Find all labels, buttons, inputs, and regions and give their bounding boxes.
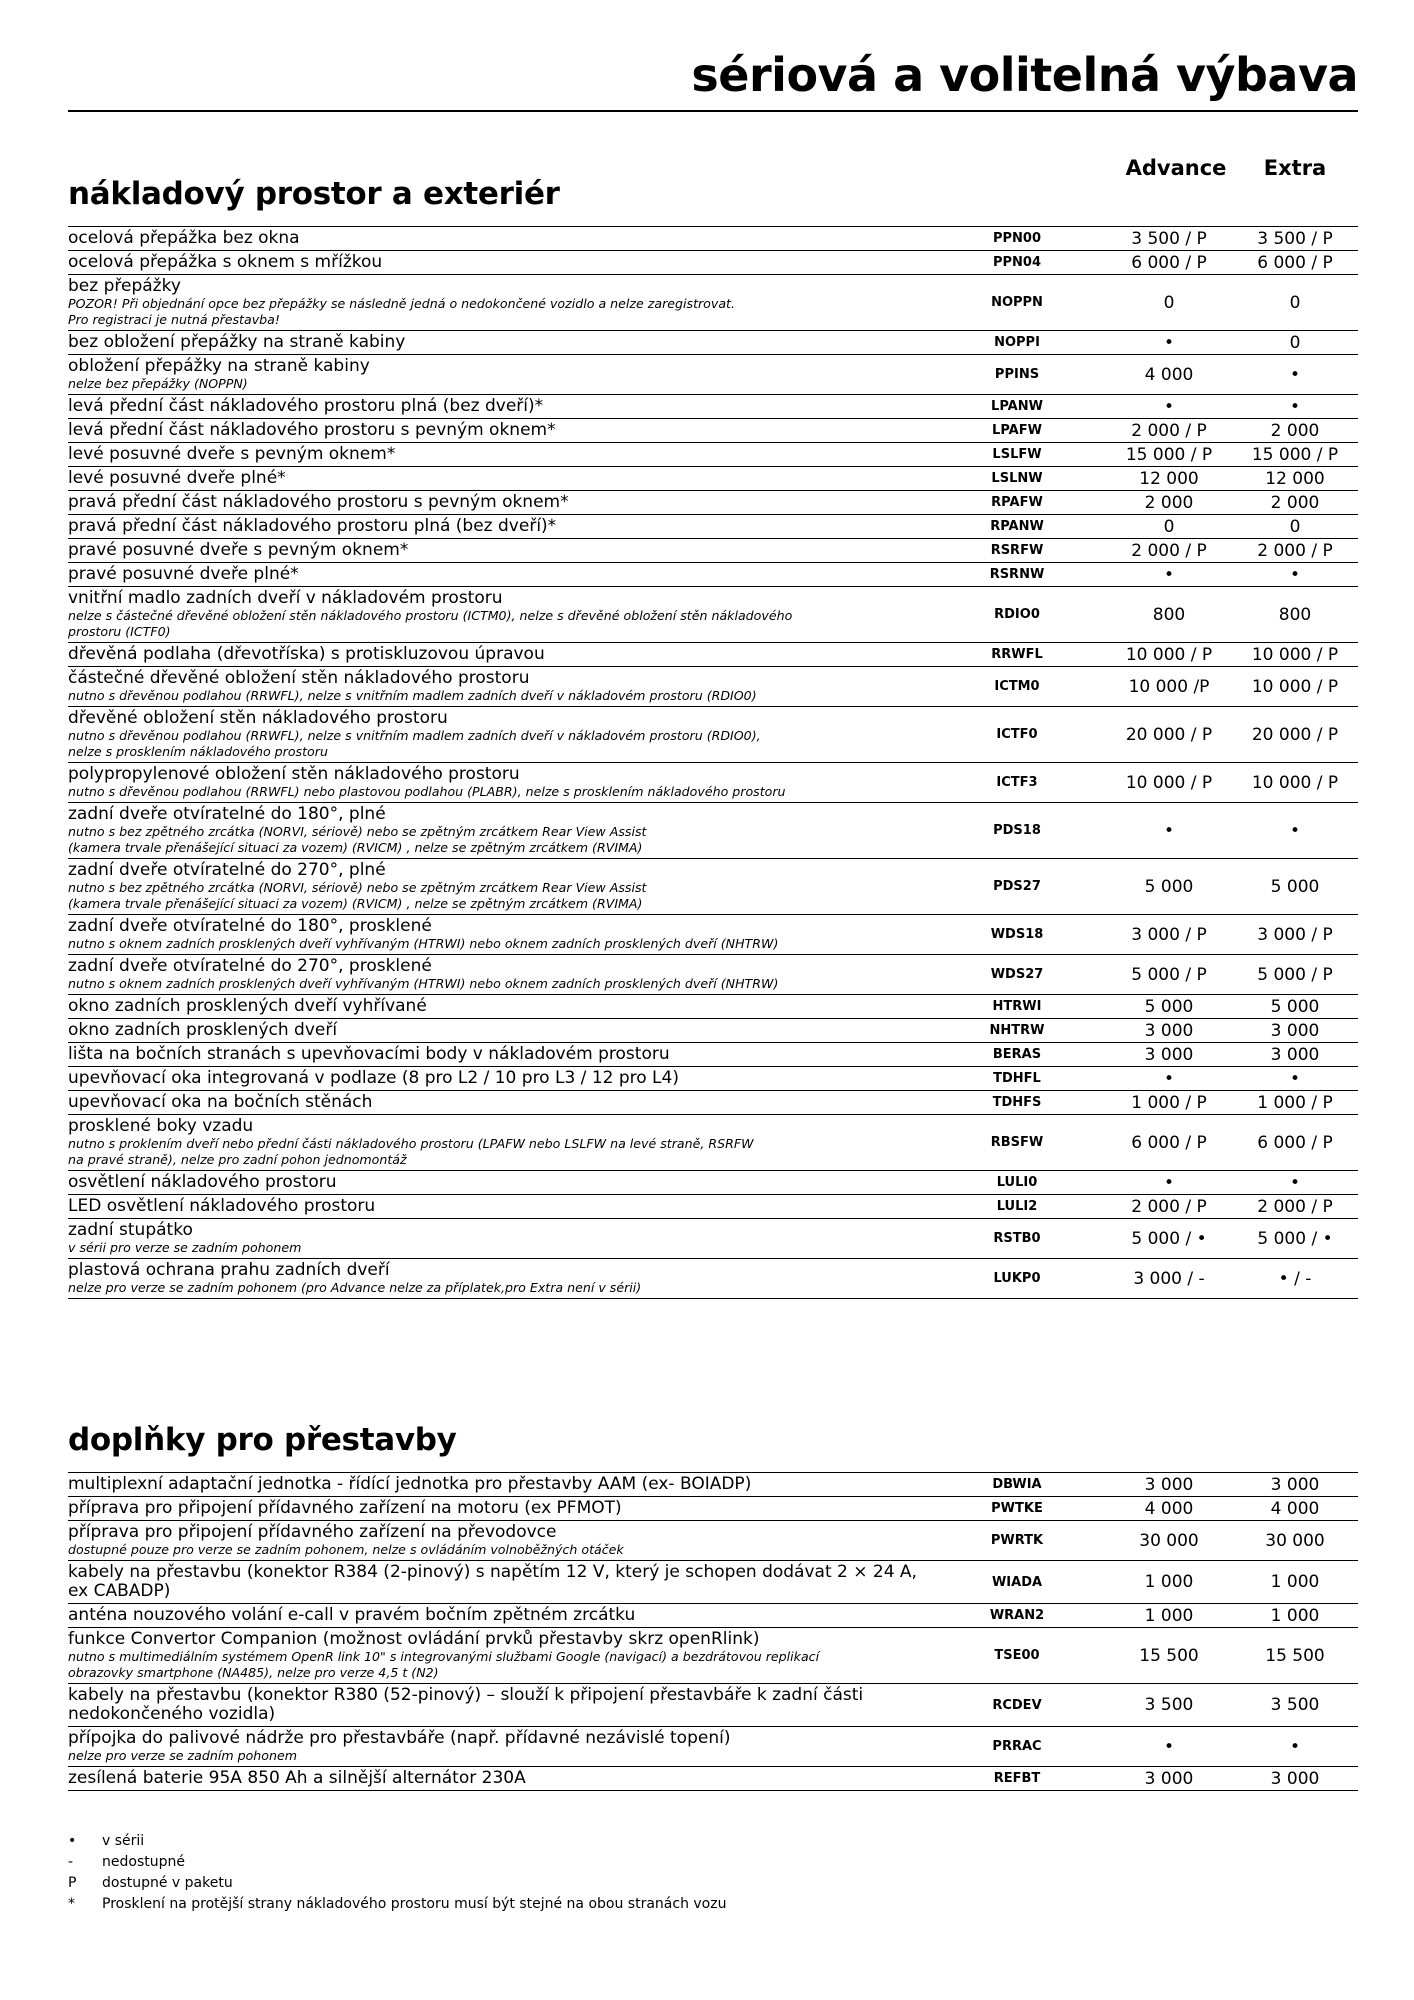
table-row [68,227,1358,251]
item-note: (kamera trvale přenášející situaci za vozem) (RVICM) , nelze se zpětným zrcátkem (RVIMA) [68,840,643,855]
table-row [68,1521,1358,1561]
table-row [68,1259,1358,1299]
price-extra: 10 000 / P [1251,676,1339,697]
price-advance: • [1163,332,1175,353]
option-code: RSRFW [990,543,1044,558]
table-row [68,1091,1358,1115]
section-heading-conversions: doplňky pro přestavby [68,1422,457,1458]
price-extra: 1 000 [1270,1572,1320,1592]
table-row [68,1019,1358,1043]
price-advance: 3 000 [1144,1044,1194,1065]
option-code: REFBT [993,1771,1041,1786]
item-label: příprava pro připojení přídavného zařízení na motoru (ex PFMOT) [68,1498,622,1518]
price-extra: • [1289,1736,1301,1757]
price-advance: 0 [1163,292,1175,313]
price-advance: 5 000 [1144,996,1194,1017]
item-description [68,995,928,1018]
item-description [68,419,928,442]
price-advance: 10 000 /P [1128,676,1210,697]
item-description [68,1171,928,1194]
option-code: LUKP0 [993,1271,1041,1286]
item-description [68,1195,928,1218]
table-row [68,1684,1358,1727]
item-note: obrazovky smartphone (NA485), nelze pro verze 4,5 t (N2) [68,1665,439,1680]
item-description [68,1091,928,1114]
option-code: LPAFW [992,423,1042,438]
price-advance: • [1163,1068,1175,1089]
option-code: BERAS [992,1047,1042,1062]
item-note: na pravé straně), nelze pro zadní pohon jednomontáž [68,1152,407,1167]
price-advance: 15 000 / P [1125,444,1213,465]
item-note: nutno s dřevěnou podlahou (RRWFL) nebo plastovou podlahou (PLABR), nelze s prosklením nákladového prostoru [68,784,786,799]
option-code: LULI0 [996,1175,1038,1190]
table-row [68,1561,1358,1604]
price-advance: 5 000 / • [1131,1228,1207,1249]
option-code: LSLNW [991,471,1043,486]
legend-symbol: P [68,1874,77,1891]
option-code: NOPPN [991,295,1043,310]
price-extra: 2 000 / P [1257,1196,1333,1217]
item-description [68,251,928,274]
item-description [68,1604,928,1627]
item-description [68,1561,928,1603]
option-code: RPANW [990,519,1044,534]
item-label: funkce Convertor Companion (možnost ovládání prvků přestavby skrz openRlink) [68,1629,760,1649]
price-extra: 6 000 / P [1257,1132,1333,1153]
item-label: osvětlení nákladového prostoru [68,1172,337,1192]
option-code: HTRWI [992,999,1042,1014]
table-row [68,1067,1358,1091]
option-code: WIADA [991,1574,1043,1590]
equipment-table-conversions [68,1472,1358,1791]
item-label: zesílená baterie 95A 850 Ah a silnější alternátor 230A [68,1768,526,1788]
price-extra: 2 000 [1270,420,1320,441]
table-row [68,995,1358,1019]
legend-item [68,1851,726,1872]
item-label: levá přední část nákladového prostoru s pevným oknem* [68,420,556,440]
item-description [68,1628,928,1683]
item-description [68,643,928,666]
item-description [68,275,928,330]
item-label: ocelová přepážka s oknem s mřížkou [68,252,383,272]
item-description [68,1067,928,1090]
item-label: obložení přepážky na straně kabiny [68,356,370,376]
legend-text: Prosklení na protější strany nákladového prostoru musí být stejné na obou stranách vozu [102,1895,727,1912]
price-extra: 1 000 / P [1257,1092,1333,1113]
price-extra: 4 000 [1270,1498,1320,1519]
option-code: ICTF0 [996,727,1038,742]
item-description [68,1259,928,1298]
table-row [68,443,1358,467]
item-label: plastová ochrana prahu zadních dveří [68,1260,390,1280]
table-row [68,419,1358,443]
price-extra: • [1289,396,1301,417]
item-description [68,539,928,562]
item-description [68,1473,928,1496]
legend-text: dostupné v paketu [102,1874,233,1891]
item-description [68,1727,928,1766]
item-description [68,587,928,642]
table-row [68,859,1358,915]
table-row [68,563,1358,587]
price-extra: 5 000 [1270,876,1320,897]
option-code: NHTRW [989,1023,1045,1038]
price-extra: 10 000 / P [1251,644,1339,665]
item-label: okno zadních prosklených dveří vyhřívané [68,996,427,1016]
table-row [68,1767,1358,1791]
table-row [68,803,1358,859]
table-row [68,915,1358,955]
item-label: okno zadních prosklených dveří [68,1020,338,1040]
option-code: ICTF3 [996,775,1038,790]
item-note: nutno s bez zpětného zrcátka (NORVI, sériově) nebo se zpětným zrcátkem Rear View Assist [68,824,647,839]
item-label: bez přepážky [68,276,181,296]
item-description [68,1115,928,1170]
option-code: WDS27 [990,967,1044,982]
item-description [68,515,928,538]
option-code: PPINS [994,367,1040,382]
price-advance: 15 500 [1139,1645,1199,1666]
item-label: upevňovací oka na bočních stěnách [68,1092,373,1112]
price-advance: 5 000 / P [1131,964,1207,985]
item-description [68,955,928,994]
item-description [68,443,928,466]
price-advance: 4 000 [1144,364,1194,385]
item-note: dostupné pouze pro verze se zadním pohonem, nelze s ovládáním volnoběžných otáček [68,1542,624,1557]
table-row [68,491,1358,515]
price-extra: • [1289,820,1301,841]
item-description [68,803,928,858]
item-description [68,395,928,418]
table-row [68,1115,1358,1171]
option-code: RRWFL [991,647,1043,662]
item-label-continued: ex CABADP) [68,1581,171,1601]
column-header-advance: Advance [1125,156,1227,180]
table-row [68,1604,1358,1628]
table-row [68,355,1358,395]
option-code: LPANW [991,399,1043,414]
price-advance: 3 500 [1144,1695,1194,1715]
price-advance: • [1163,396,1175,417]
option-code: RSTB0 [993,1231,1041,1246]
legend-item [68,1872,726,1893]
option-code: PDS18 [993,823,1041,838]
item-description [68,227,928,250]
item-note: nelze pro verze se zadním pohonem (pro Advance nelze za příplatek,pro Extra není v sérii) [68,1280,642,1295]
price-extra: 5 000 [1270,996,1320,1017]
price-extra: 10 000 / P [1251,772,1339,793]
item-note: Pro registraci je nutná přestavba! [68,312,280,327]
item-label: polypropylenové obložení stěn nákladového prostoru [68,764,520,784]
price-advance: 3 000 [1144,1768,1194,1789]
item-note: POZOR! Při objednání opce bez přepážky se následně jedná o nedokončené vozidlo a nelze zaregistrovat. [68,296,736,311]
price-extra: • / - [1278,1268,1312,1289]
item-description [68,563,928,586]
item-label: kabely na přestavbu (konektor R380 (52-pinový) – slouží k připojení přestavbáře k zadní části [68,1685,864,1705]
item-label: multiplexní adaptační jednotka - řídící jednotka pro přestavby AAM (ex- BOIADP) [68,1474,752,1494]
option-code: WRAN2 [989,1608,1045,1623]
price-advance: • [1163,1172,1175,1193]
item-label: zadní dveře otvíratelné do 270°, prosklené [68,956,432,976]
price-advance: 3 000 / - [1133,1268,1205,1289]
item-note: prostoru (ICTF0) [68,624,171,639]
item-label: dřevěné obložení stěn nákladového prostoru [68,708,448,728]
price-extra: 800 [1278,604,1312,625]
item-label: zadní dveře otvíratelné do 180°, plné [68,804,386,824]
price-advance: 2 000 / P [1131,1196,1207,1217]
option-code: RDIO0 [994,607,1040,622]
item-label: anténa nouzového volání e-call v pravém bočním zpětném zrcátku [68,1605,636,1625]
option-code: RBSFW [990,1135,1044,1150]
column-header-extra: Extra [1263,156,1327,180]
price-advance: 1 000 [1144,1605,1194,1626]
page-title: sériová a volitelná výbava [691,48,1358,102]
option-code: TSE00 [994,1648,1040,1663]
price-advance: 0 [1163,516,1175,537]
price-advance: 2 000 / P [1131,540,1207,561]
item-label: kabely na přestavbu (konektor R384 (2-pinový) s napětím 12 V, který je schopen dodávat 2 × 24 A, [68,1562,917,1582]
legend-text: v sérii [102,1832,145,1849]
price-advance: 1 000 [1144,1572,1194,1592]
item-label: lišta na bočních stranách s upevňovacími body v nákladovém prostoru [68,1044,670,1064]
item-note: nutno s multimediálním systémem OpenR link 10" s integrovanými službami Google (navigací) a bezdrátovou replikací [68,1649,820,1664]
table-row [68,955,1358,995]
item-description [68,1684,928,1726]
price-advance: • [1163,820,1175,841]
table-row [68,1473,1358,1497]
price-advance: 10 000 / P [1125,644,1213,665]
item-label: částečné dřevěné obložení stěn nákladového prostoru [68,668,530,688]
table-row [68,275,1358,331]
equipment-table-cargo [68,226,1358,1299]
item-label: pravé posuvné dveře s pevným oknem* [68,540,409,560]
price-extra: 3 000 [1270,1044,1320,1065]
price-extra: 30 000 [1265,1530,1325,1551]
option-code: ICTM0 [994,679,1040,694]
price-extra: 3 500 [1270,1695,1320,1715]
item-description [68,1219,928,1258]
option-code: PDS27 [993,879,1041,894]
table-row [68,515,1358,539]
price-advance: 800 [1152,604,1186,625]
item-label: upevňovací oka integrovaná v podlaze (8 pro L2 / 10 pro L3 / 12 pro L4) [68,1068,679,1088]
item-description [68,1521,928,1560]
item-label: pravé posuvné dveře plné* [68,564,299,584]
item-description [68,763,928,802]
price-extra: • [1289,564,1301,585]
item-note: (kamera trvale přenášející situaci za vozem) (RVICM) , nelze se zpětným zrcátkem (RVIMA) [68,896,643,911]
table-row [68,467,1358,491]
item-description [68,355,928,394]
price-extra: 6 000 / P [1257,252,1333,273]
price-extra: 15 000 / P [1251,444,1339,465]
price-extra: 20 000 / P [1251,724,1339,745]
item-description [68,667,928,706]
item-note: nelze bez přepážky (NOPPN) [68,376,248,391]
option-code: DBWIA [992,1477,1042,1492]
item-note: nutno s oknem zadních prosklených dveří vyhřívaným (HTRWI) nebo oknem zadních prosklených dveří (NHTRW) [68,976,779,991]
price-extra: • [1289,1068,1301,1089]
item-note: nelze s částečné dřevěné obložení stěn nákladového prostoru (ICTM0), nelze s dřevěné obložení stěn nákladového [68,608,793,623]
item-label: přípojka do palivové nádrže pro přestavbáře (např. přídavné nezávislé topení) [68,1728,731,1748]
item-description [68,1043,928,1066]
option-code: RSRNW [989,567,1045,582]
item-label: levé posuvné dveře plné* [68,468,286,488]
price-extra: • [1289,364,1301,385]
legend-item [68,1830,726,1851]
item-label: dřevěná podlaha (dřevotříska) s protiskluzovou úpravou [68,644,545,664]
item-description [68,915,928,954]
price-extra: 0 [1289,516,1301,537]
price-advance: 12 000 [1139,468,1199,489]
item-label: vnitřní madlo zadních dveří v nákladovém prostoru [68,588,503,608]
price-extra: 2 000 [1270,492,1320,513]
table-row [68,1628,1358,1684]
price-advance: 30 000 [1139,1530,1199,1551]
section-heading-cargo: nákladový prostor a exteriér [68,176,560,212]
item-label: pravá přední část nákladového prostoru s pevným oknem* [68,492,569,512]
option-code: PRRAC [992,1739,1042,1754]
option-code: WDS18 [990,927,1044,942]
item-note: nutno s oknem zadních prosklených dveří vyhřívaným (HTRWI) nebo oknem zadních prosklených dveří (NHTRW) [68,936,779,951]
price-advance: 20 000 / P [1125,724,1213,745]
option-code: LSLFW [992,447,1042,462]
price-extra: 12 000 [1265,468,1325,489]
item-label-continued: nedokončeného vozidla) [68,1704,276,1724]
table-row [68,331,1358,355]
price-extra: 3 000 / P [1257,924,1333,945]
option-code: TDHFS [992,1095,1042,1110]
option-code: PWRTK [990,1533,1044,1548]
item-description [68,859,928,914]
option-code: RPAFW [991,495,1043,510]
legend-text: nedostupné [102,1853,185,1870]
item-description [68,491,928,514]
table-row [68,539,1358,563]
price-advance: 10 000 / P [1125,772,1213,793]
table-row [68,707,1358,763]
price-advance: • [1163,564,1175,585]
table-row [68,251,1358,275]
legend-item [68,1893,726,1914]
price-extra: 3 500 / P [1257,228,1333,249]
price-extra: 3 000 [1270,1768,1320,1789]
table-row [68,1195,1358,1219]
item-note: nutno s proklením dveří nebo přední části nákladového prostoru (LPAFW nebo LSLFW na levé straně, RSRFW [68,1136,754,1151]
option-code: PWTKE [991,1501,1043,1516]
item-note: nutno s dřevěnou podlahou (RRWFL), nelze s vnitřním madlem zadních dveří v nákladovém prostoru (RDIO0), [68,728,761,743]
table-row [68,1727,1358,1767]
item-note: nutno s bez zpětného zrcátka (NORVI, sériově) nebo se zpětným zrcátkem Rear View Assist [68,880,647,895]
table-row [68,667,1358,707]
legend-symbol: • [68,1832,77,1849]
item-note: nelze pro verze se zadním pohonem [68,1748,297,1763]
price-extra: 2 000 / P [1257,540,1333,561]
price-advance: 2 000 [1144,492,1194,513]
price-advance: 1 000 / P [1131,1092,1207,1113]
price-advance: 3 000 [1144,1474,1194,1495]
item-label: levé posuvné dveře s pevným oknem* [68,444,396,464]
price-extra: 3 000 [1270,1020,1320,1041]
item-note: v sérii pro verze se zadním pohonem [68,1240,302,1255]
table-row [68,1497,1358,1521]
legend-symbol: * [68,1895,75,1912]
item-label: LED osvětlení nákladového prostoru [68,1196,376,1216]
price-advance: 6 000 / P [1131,1132,1207,1153]
item-label: zadní dveře otvíratelné do 180°, prosklené [68,916,432,936]
price-advance: 3 000 / P [1131,924,1207,945]
option-code: LULI2 [996,1199,1038,1214]
price-advance: 5 000 [1144,876,1194,897]
item-description [68,1497,928,1520]
table-row [68,395,1358,419]
item-description [68,1019,928,1042]
price-advance: 4 000 [1144,1498,1194,1519]
item-description [68,1767,928,1790]
table-row [68,1043,1358,1067]
price-advance: 6 000 / P [1131,252,1207,273]
price-extra: 5 000 / P [1257,964,1333,985]
option-code: RCDEV [992,1697,1042,1713]
option-code: NOPPI [994,335,1040,350]
table-row [68,587,1358,643]
price-advance: • [1163,1736,1175,1757]
option-code: PPN00 [992,231,1042,246]
price-extra: 3 000 [1270,1474,1320,1495]
item-description [68,467,928,490]
price-extra: 15 500 [1265,1645,1325,1666]
price-extra: 1 000 [1270,1605,1320,1626]
table-row [68,763,1358,803]
legend [68,1830,726,1914]
item-label: levá přední část nákladového prostoru plná (bez dveří)* [68,396,544,416]
item-label: ocelová přepážka bez okna [68,228,300,248]
price-extra: 0 [1289,332,1301,353]
item-note: nelze s prosklením nákladového prostoru [68,744,328,759]
price-advance: 3 000 [1144,1020,1194,1041]
item-label: zadní dveře otvíratelné do 270°, plné [68,860,386,880]
price-advance: 3 500 / P [1131,228,1207,249]
price-advance: 2 000 / P [1131,420,1207,441]
table-row [68,1171,1358,1195]
item-note: nutno s dřevěnou podlahou (RRWFL), nelze s vnitřním madlem zadních dveří v nákladovém prostoru (RDIO0) [68,688,757,703]
item-label: pravá přední část nákladového prostoru plná (bez dveří)* [68,516,557,536]
option-code: TDHFL [993,1071,1041,1086]
item-label: bez obložení přepážky na straně kabiny [68,332,406,352]
title-rule [68,110,1358,112]
price-extra: • [1289,1172,1301,1193]
price-extra: 5 000 / • [1257,1228,1333,1249]
table-row [68,1219,1358,1259]
item-label: zadní stupátko [68,1220,193,1240]
table-row [68,643,1358,667]
item-description [68,707,928,762]
legend-symbol: - [68,1853,74,1870]
price-extra: 0 [1289,292,1301,313]
item-label: příprava pro připojení přídavného zařízení na převodovce [68,1522,557,1542]
option-code: PPN04 [992,255,1042,270]
item-label: prosklené boky vzadu [68,1116,254,1136]
item-description [68,331,928,354]
